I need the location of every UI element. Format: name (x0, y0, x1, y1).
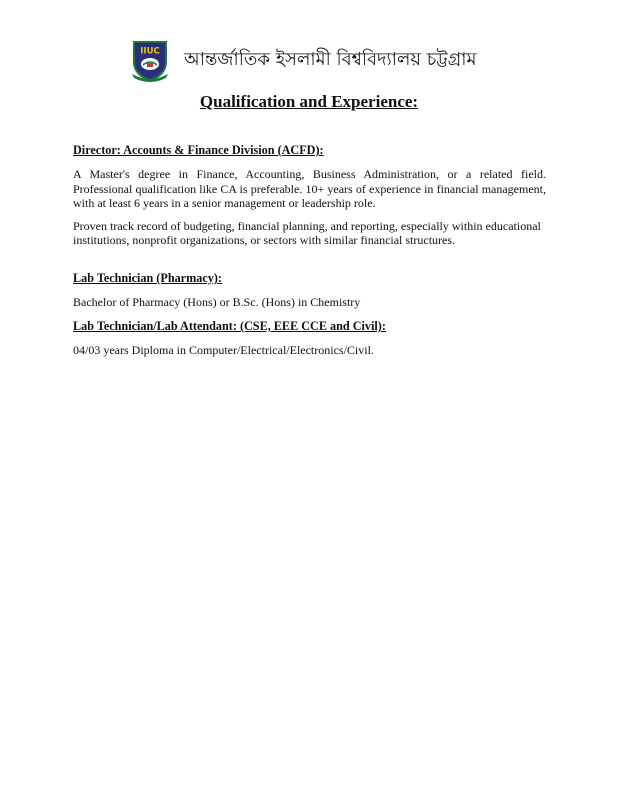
section-heading: Director: Accounts & Finance Division (ACFD): (73, 143, 324, 157)
section-heading: Lab Technician/Lab Attendant: (CSE, EEE CCE and Civil): (73, 319, 386, 333)
letterhead (128, 38, 476, 82)
section-heading: Lab Technician (Pharmacy): (73, 271, 222, 285)
section-paragraph: Proven track record of budgeting, financial planning, and reporting, especially within educational institutions, nonprofit organizations, or sectors with similar financial structures. (73, 218, 541, 247)
university-logo-icon (128, 38, 172, 82)
university-name: আন্তর্জাতিক ইসলামী বিশ্ববিদ্যালয় চট্টগ্রাম (184, 48, 477, 70)
section-paragraph: A Master's degree in Finance, Accounting, Business Administration, or a related field. Professional qualification like CA is preferable. 10+ years of experience in financial management, with at least 6 years in a senior management or leadership role. (73, 167, 546, 210)
logo-initials: IIUC (140, 46, 160, 57)
section-lab-technician-attendant (73, 319, 546, 358)
section-lab-technician-pharmacy (73, 271, 546, 310)
section-director-acfd (73, 143, 546, 248)
section-paragraph: 04/03 years Diploma in Computer/Electrical/Electronics/Civil. (73, 343, 374, 357)
section-paragraph: Bachelor of Pharmacy (Hons) or B.Sc. (Hons) in Chemistry (73, 295, 361, 309)
document-title: Qualification and Experience: (199, 92, 419, 111)
